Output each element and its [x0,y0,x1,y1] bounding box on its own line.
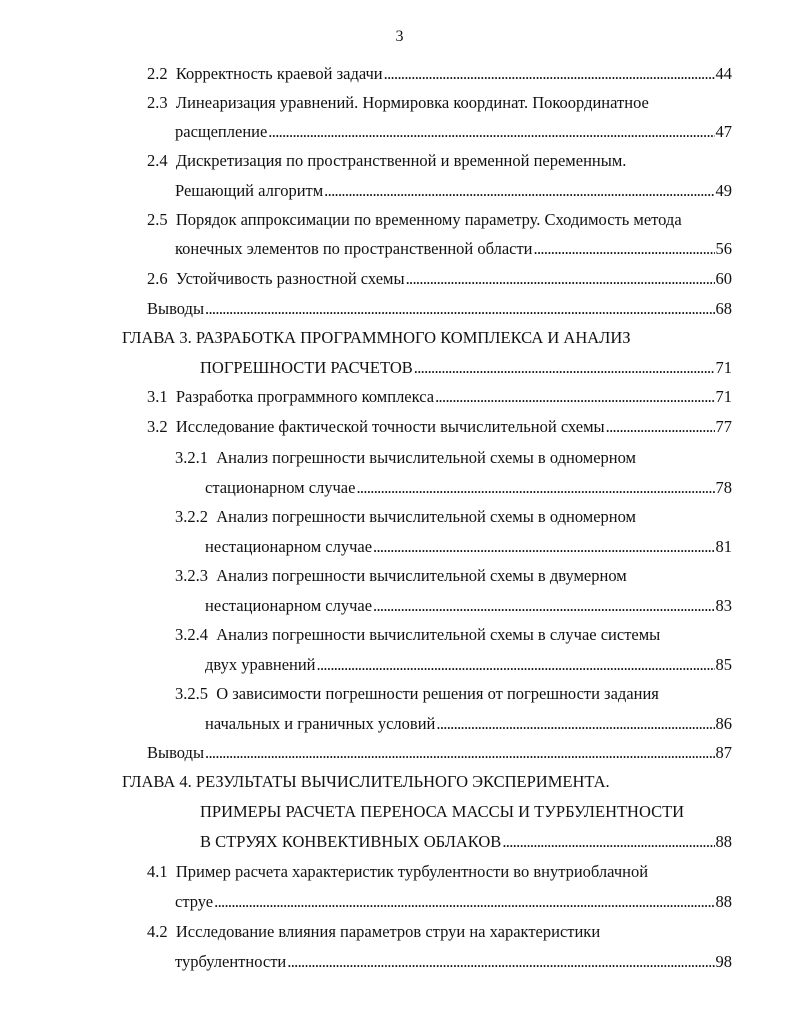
dot-leader [205,298,714,320]
toc-chapter-3[interactable] [122,327,631,349]
toc-entry-3-2-1[interactable] [175,447,636,469]
dot-leader [373,595,714,617]
toc-entry-3-2-2[interactable] [175,506,636,528]
toc-entry-page: 98 [715,952,732,971]
toc-entry-page: 81 [715,537,732,556]
toc-entry-4-1-cont[interactable] [175,891,732,913]
toc-entry-page: 60 [715,269,732,288]
toc-entry-page: 49 [715,181,732,200]
toc-entry-page: 88 [715,832,732,851]
toc-entry-4-1[interactable] [147,861,648,883]
toc-entry-number: 3.2.2 [175,507,208,526]
toc-entry-page: 85 [715,655,732,674]
dot-leader [287,951,714,973]
toc-entry-title: О зависимости погрешности решения от погрешности задания [216,684,659,703]
toc-entry-2-5[interactable] [147,209,682,231]
dot-leader [384,63,715,85]
toc-entry-title: нестационарном случае [205,596,373,615]
toc-chapter-4-line-3[interactable] [200,831,732,853]
dot-leader [502,831,714,853]
toc-chapter-3-cont[interactable] [200,357,732,379]
toc-entry-title: Порядок аппроксимации по временному параметру. Сходимость метода [175,210,682,229]
toc-entry-page: 56 [715,239,732,258]
toc-entry-3-2-5-cont[interactable] [205,713,732,735]
toc-entry-page: 47 [715,122,732,141]
toc-entry-3-2-3[interactable] [175,565,627,587]
toc-chapter-title: ГЛАВА 3. РАЗРАБОТКА ПРОГРАММНОГО КОМПЛЕКСА И АНАЛИЗ [122,328,631,347]
toc-entry-number: 3.2.4 [175,625,208,644]
toc-entry-title: Корректность краевой задачи [175,64,383,83]
dot-leader [414,357,715,379]
toc-entry-title: Выводы [147,743,205,762]
toc-entry-conclusions-3[interactable] [147,742,732,764]
toc-entry-title: двух уравнений [205,655,316,674]
dot-leader [356,477,714,499]
toc-entry-title: струе [175,892,214,911]
dot-leader [406,268,715,290]
toc-entry-3-2-4[interactable] [175,624,660,646]
dot-leader [324,180,714,202]
toc-entry-page: 78 [715,478,732,497]
toc-entry-3-2[interactable] [147,416,732,438]
toc-entry-title: начальных и граничных условий [205,714,436,733]
toc-entry-conclusions-2[interactable] [147,298,732,320]
toc-entry-number: 4.1 [147,862,168,881]
toc-entry-title: Разработка программного комплекса [175,387,435,406]
toc-entry-page: 86 [715,714,732,733]
toc-entry-title: Решающий алгоритм [175,181,324,200]
toc-entry-number: 2.2 [147,64,168,83]
toc-entry-title: Устойчивость разностной схемы [175,269,405,288]
toc-entry-title: Пример расчета характеристик турбулентности во внутриоблачной [175,862,649,881]
toc-entry-title: Исследование фактической точности вычислительной схемы [175,417,605,436]
toc-entry-title: Исследование влияния параметров струи на характеристики [175,922,601,941]
toc-entry-number: 2.6 [147,269,168,288]
toc-entry-number: 2.3 [147,93,168,112]
toc-entry-2-3-cont[interactable] [175,121,732,143]
toc-entry-4-2-cont[interactable] [175,951,732,973]
toc-entry-page: 83 [715,596,732,615]
toc-entry-page: 87 [715,743,732,762]
toc-entry-page: 77 [715,417,732,436]
toc-entry-number: 3.2 [147,417,168,436]
toc-entry-page: 68 [715,299,732,318]
toc-entry-title: турбулентности [175,952,287,971]
dot-leader [214,891,714,913]
toc-entry-3-1[interactable] [147,386,732,408]
dot-leader [534,238,715,260]
dot-leader [606,416,715,438]
dot-leader [436,713,714,735]
toc-entry-3-2-5[interactable] [175,683,659,705]
dot-leader [317,654,715,676]
toc-entry-number: 3.2.5 [175,684,208,703]
toc-entry-number: 2.5 [147,210,168,229]
toc-entry-3-2-3-cont[interactable] [205,595,732,617]
toc-entry-title: Анализ погрешности вычислительной схемы в случае системы [216,625,661,644]
toc-entry-page: 88 [715,892,732,911]
toc-entry-2-5-cont[interactable] [175,238,732,260]
toc-entry-number: 3.1 [147,387,168,406]
toc-entry-number: 3.2.1 [175,448,208,467]
toc-entry-title: Дискретизация по пространственной и временной переменным. [175,151,627,170]
toc-chapter-4-line-2[interactable] [200,801,684,823]
toc-chapter-4[interactable] [122,771,610,793]
toc-entry-title: Анализ погрешности вычислительной схемы в двумерном [216,566,627,585]
toc-entry-2-2[interactable] [147,63,732,85]
toc-entry-2-3[interactable] [147,92,649,114]
toc-entry-page: 71 [715,387,732,406]
toc-entry-title: расщепление [175,122,268,141]
toc-entry-page: 44 [715,64,732,83]
toc-entry-3-2-4-cont[interactable] [205,654,732,676]
toc-entry-number: 2.4 [147,151,168,170]
dot-leader [268,121,714,143]
toc-entry-title: конечных элементов по пространственной области [175,239,533,258]
toc-chapter-title: ПОГРЕШНОСТИ РАСЧЕТОВ [200,358,413,377]
dot-leader [435,386,714,408]
toc-entry-number: 4.2 [147,922,168,941]
toc-entry-2-4-cont[interactable] [175,180,732,202]
toc-entry-title: стационарном случае [205,478,356,497]
toc-entry-3-2-1-cont[interactable] [205,477,732,499]
page-number: 3 [395,28,404,45]
toc-entry-3-2-2-cont[interactable] [205,536,732,558]
toc-chapter-title: ПРИМЕРЫ РАСЧЕТА ПЕРЕНОСА МАССЫ И ТУРБУЛЕНТНОСТИ [200,802,685,821]
toc-chapter-title: ГЛАВА 4. РЕЗУЛЬТАТЫ ВЫЧИСЛИТЕЛЬНОГО ЭКСПЕРИМЕНТА. [122,772,610,791]
toc-entry-title: Анализ погрешности вычислительной схемы в одномерном [216,448,636,467]
toc-chapter-title: В СТРУЯХ КОНВЕКТИВНЫХ ОБЛАКОВ [200,832,502,851]
toc-entry-title: нестационарном случае [205,537,373,556]
toc-entry-2-4[interactable] [147,150,626,172]
dot-leader [373,536,714,558]
toc-entry-number: 3.2.3 [175,566,208,585]
toc-entry-title: Анализ погрешности вычислительной схемы в одномерном [216,507,636,526]
toc-entry-title: Выводы [147,299,205,318]
toc-entry-4-2[interactable] [147,921,600,943]
toc-entry-title: Линеаризация уравнений. Нормировка координат. Покоординатное [175,93,649,112]
dot-leader [205,742,714,764]
toc-entry-2-6[interactable] [147,268,732,290]
toc-entry-page: 71 [715,358,732,377]
